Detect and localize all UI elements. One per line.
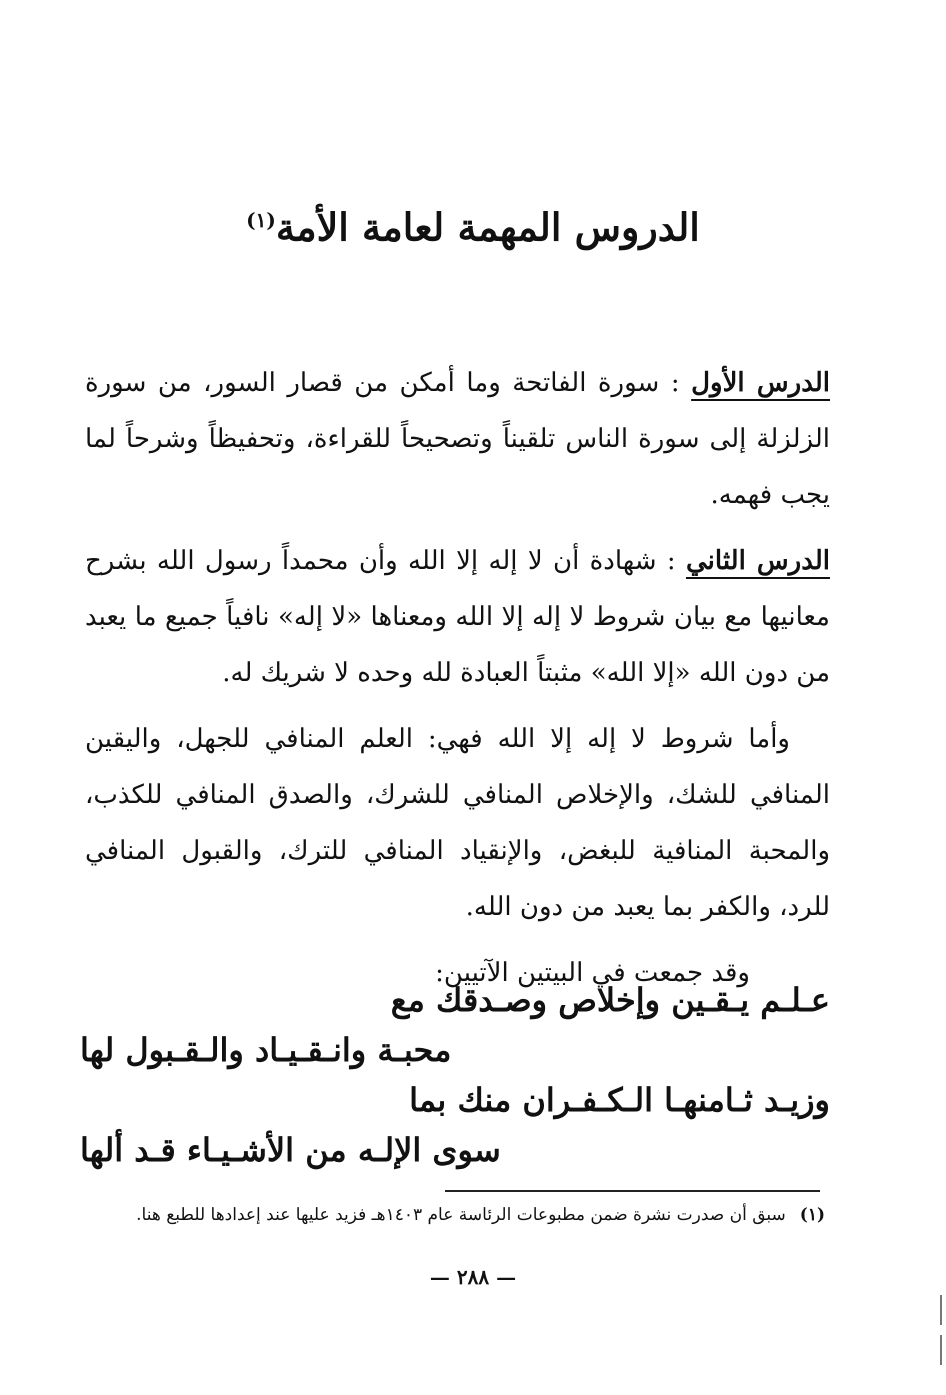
footnote-text: سبق أن صدرت نشرة ضمن مطبوعات الرئاسة عام ١٤٠٣هـ فزيد عليها عند إعدادها للطبع هنا. (136, 1205, 786, 1225)
lesson-1-text: : سورة الفاتحة وما أمكن من قصار السور، من سورة الزلزلة إلى سورة الناس تلقيناً وتصحيحاً للقراءة، وتحفيظاً وشرحاً لما يجب فهمه. (85, 368, 830, 510)
page-title (0, 190, 946, 258)
poem-verse-3: وزيـد ثـامنهـا الـكـفـران منك بما (409, 1081, 830, 1119)
lesson-paragraph-2 (85, 533, 830, 701)
poem-verse-4: سوى الإلـه من الأشـيـاء قـد ألها (80, 1131, 501, 1169)
lesson-paragraph-1 (85, 355, 830, 523)
poem-verse-1: عـلـم يـقـين وإخلاص وصـدقك مع (390, 981, 830, 1019)
poem-intro: وقد جمعت في البيتين الآتيين: (435, 958, 750, 988)
lesson-1-label: الدرس الأول (691, 368, 831, 398)
poem-verse-2: محبـة وانـقـيـاد والـقـبول لها (80, 1031, 452, 1069)
main-text (85, 355, 830, 1011)
page-number: — ٢٨٨ — (429, 1265, 517, 1289)
scan-edge-mark (940, 1295, 942, 1325)
footnote-number: (١) (799, 1205, 825, 1225)
footnote (60, 1200, 825, 1230)
conditions-paragraph: وأما شروط لا إله إلا الله فهي: العلم المنافي للجهل، واليقين المنافي للشك، والإخلاص المنافي للشرك، والصدق المنافي للكذب، والمحبة المنافية للبغض، والإنقياد المنافي للترك، والقبول المنافي للرد، والكفر بما يعبد من دون الله. (85, 724, 830, 922)
title-text: الدروس المهمة لعامة الأمة (275, 204, 700, 250)
footnote-divider (445, 1190, 820, 1192)
scan-edge-mark (940, 1335, 942, 1365)
title-footnote-ref: (١) (246, 208, 276, 232)
lesson-2-text: : شهادة أن لا إله إلا الله وأن محمداً رسول الله بشرح معانيها مع بيان شروط لا إله إلا الله ومعناها «لا إله» نافياً جميع ما يعبد من دون الله «إلا الله» مثبتاً العبادة لله وحده لا شريك له. (85, 546, 830, 688)
lesson-2-label: الدرس الثاني (685, 546, 831, 576)
